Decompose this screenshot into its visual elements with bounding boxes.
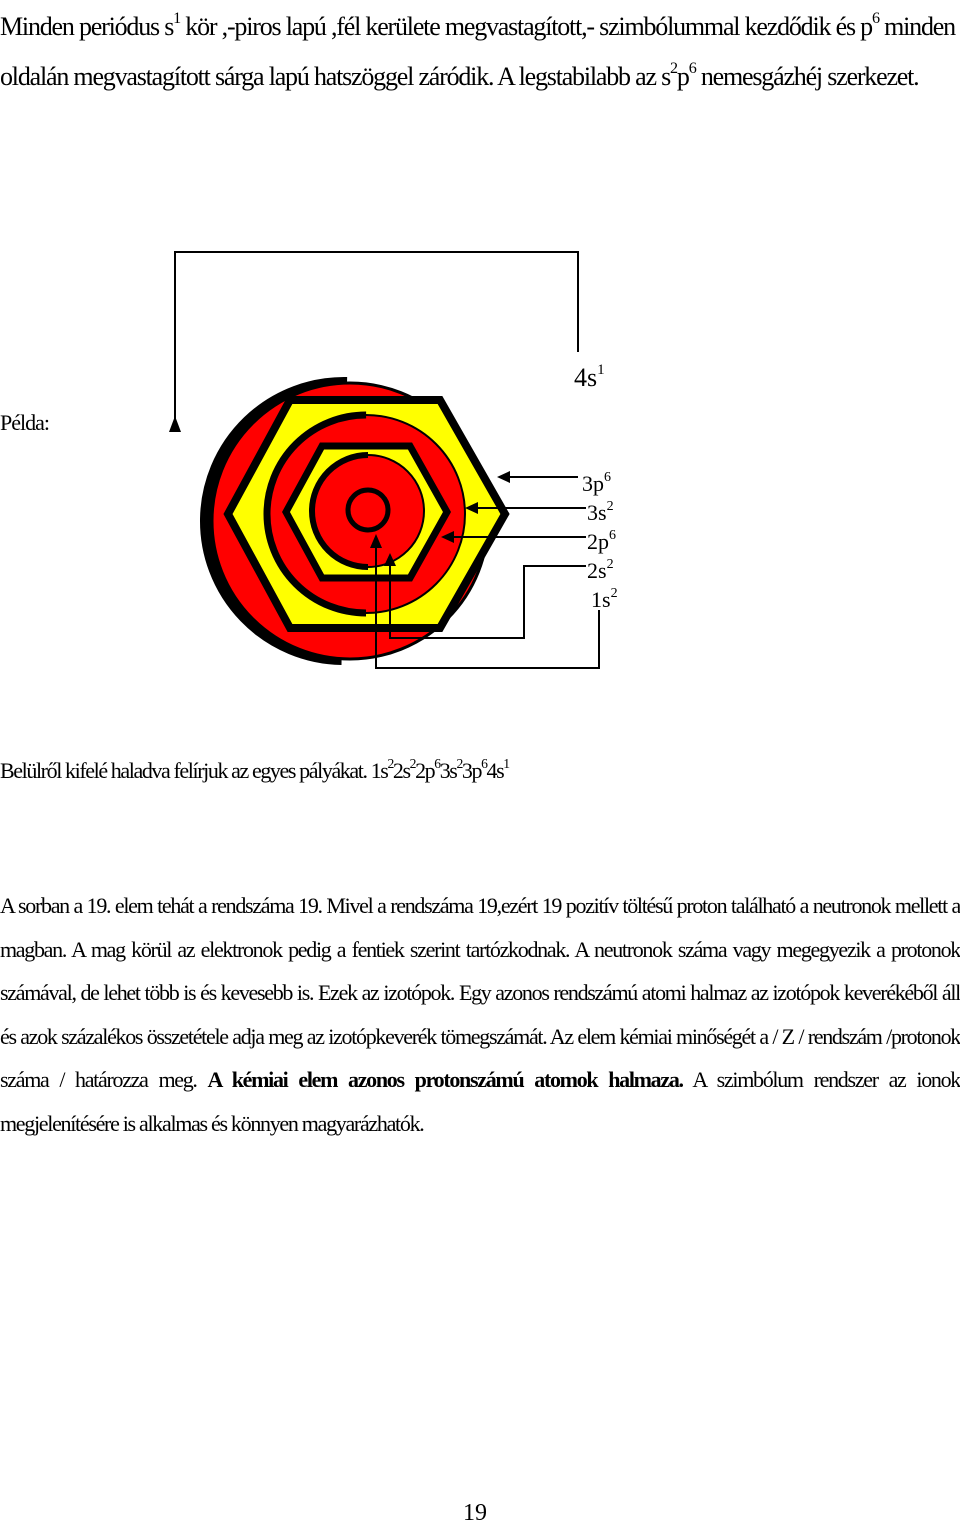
label-3s: $3s^2$ [587,499,614,525]
config-term: $2p^6$ [415,755,440,783]
label-3p: $3p^6$ [582,470,611,496]
label-1s: $1s^2$ [591,586,618,612]
body-text-1: A sorban a 19. elem tehát a rendszáma 19. Mivel a rendszáma 19,ezért 19 pozitív töltésű proton található a neutronok mellett a magban. A mag körül az elektronok pedig a fentiek szerint tartózkodnak. A neutronok száma vagy megegyezik a protonok számával, de lehet több is és kevesebb is. Ezek az izotópok. Egy azonos rendszámú atomi halmaz az izotópok keverékéből áll és azok százalékos összetétele adja meg az izotópkeverék tömegszámát. Az elem kémiai minőségét a / Z / rendszám /protonok száma / határozza meg. [0,893,960,1092]
arrow-3p [497,471,510,483]
shell-1s-disc [348,490,388,530]
config-term: $2s^2$ [392,755,416,783]
config-term: $4s^1$ [486,755,509,783]
example-label: Példa: [0,410,49,435]
config-intro-text: Belülről kifelé haladva felírjuk az egyes pályákat. [0,758,371,783]
page-number: 19 [463,1500,487,1526]
body-text-2: A szimbólum rendszer az ionok megjelenítésére is alkalmas és könnyen magyarázhatók. [0,1067,960,1136]
config-term: $3p^6$ [461,755,487,783]
intro-text-2: kör ,-piros lapú ,fél kerülete megvastagított,- szimbólummal kezdődik és p [180,12,872,41]
label-4s: $4s^1$ [574,362,605,392]
intro-sup-1: 1 [173,9,180,27]
intro-text-4: p [676,62,689,91]
body-bold-definition: A kémiai elem azonos protonszámú atomok halmaza. [207,1067,683,1092]
intro-text-1: Minden periódus s [0,12,174,41]
label-2p: $2p^6$ [587,528,616,554]
arrow-4s [169,416,181,432]
intro-sup-4: 6 [688,59,696,77]
intro-text-5: nemesgázhéj szerkezet. [695,62,919,91]
config-term: $1s^2$ [370,755,393,783]
intro-text-3: minden oldalán megvastagított sárga lapú hatszöggel záródik. A legstabilabb az s [0,12,955,91]
body-paragraph [0,884,960,1145]
label-2s: $2s^2$ [587,557,614,583]
electron-shell-diagram [0,0,960,720]
intro-sup-3: 2 [670,59,677,77]
intro-sup-2: 6 [871,9,879,27]
config-term: $3s^2$ [439,755,462,783]
electron-configuration-line [0,755,509,784]
